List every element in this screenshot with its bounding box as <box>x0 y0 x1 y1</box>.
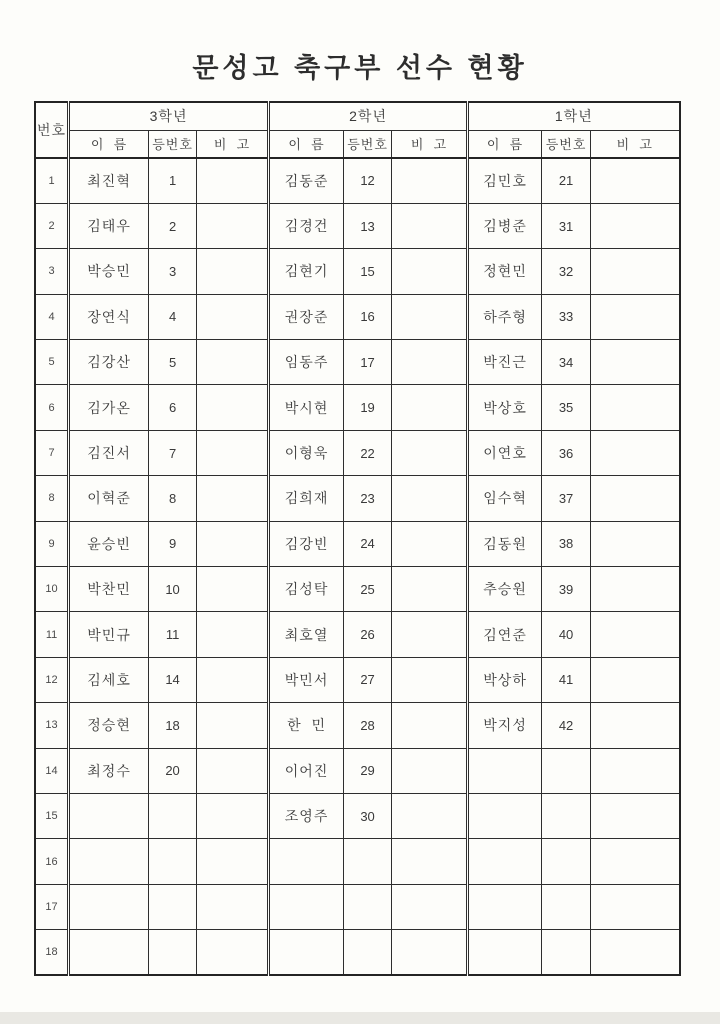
table-row <box>35 385 680 430</box>
grade3-note-cell <box>197 884 269 929</box>
roster-table <box>34 101 681 976</box>
grade2-number-cell: 16 <box>344 294 392 339</box>
grade3-note-cell <box>197 612 269 657</box>
grade3-number-cell <box>149 884 197 929</box>
grade2-note-cell <box>392 158 468 203</box>
grade3-name-cell <box>69 930 149 975</box>
grade3-name-cell: 박승민 <box>69 249 149 294</box>
grade3-number-cell: 3 <box>149 249 197 294</box>
col-header-row-number: 번호 <box>35 102 69 158</box>
col-header-grade2-note: 비 고 <box>392 130 468 158</box>
row-number-cell: 16 <box>35 839 69 884</box>
grade3-number-cell: 6 <box>149 385 197 430</box>
grade3-note-cell <box>197 839 269 884</box>
grade2-note-cell <box>392 748 468 793</box>
grade1-number-cell <box>542 748 591 793</box>
grade1-number-cell: 36 <box>542 430 591 475</box>
grade1-name-cell: 추승원 <box>468 567 542 612</box>
grade1-note-cell <box>591 385 680 430</box>
grade3-note-cell <box>197 385 269 430</box>
grade1-number-cell: 31 <box>542 203 591 248</box>
grade1-name-cell <box>468 930 542 975</box>
grade3-number-cell: 14 <box>149 657 197 702</box>
grade1-number-cell: 39 <box>542 567 591 612</box>
grade2-note-cell <box>392 385 468 430</box>
grade2-number-cell: 28 <box>344 703 392 748</box>
row-number-cell: 1 <box>35 158 69 203</box>
table-row <box>35 203 680 248</box>
grade2-name-cell <box>269 839 344 884</box>
grade1-note-cell <box>591 703 680 748</box>
grade1-name-cell: 박진근 <box>468 340 542 385</box>
table-row <box>35 249 680 294</box>
row-number-cell: 5 <box>35 340 69 385</box>
row-number-cell: 12 <box>35 657 69 702</box>
grade2-note-cell <box>392 657 468 702</box>
grade1-note-cell <box>591 203 680 248</box>
grade3-note-cell <box>197 567 269 612</box>
grade3-number-cell: 7 <box>149 430 197 475</box>
row-number-cell: 9 <box>35 521 69 566</box>
row-number-cell: 18 <box>35 930 69 975</box>
grade3-note-cell <box>197 657 269 702</box>
grade3-note-cell <box>197 703 269 748</box>
sub-header-row <box>35 130 680 158</box>
table-row <box>35 158 680 203</box>
table-body <box>35 158 680 975</box>
grade1-number-cell <box>542 839 591 884</box>
row-number-cell: 14 <box>35 748 69 793</box>
grade3-name-cell: 박찬민 <box>69 567 149 612</box>
grade3-note-cell <box>197 930 269 975</box>
grade1-note-cell <box>591 567 680 612</box>
table-row <box>35 930 680 975</box>
table-row <box>35 657 680 702</box>
col-header-grade3-note: 비 고 <box>197 130 269 158</box>
grade1-number-cell: 42 <box>542 703 591 748</box>
grade1-note-cell <box>591 839 680 884</box>
table-row <box>35 294 680 339</box>
row-number-cell: 13 <box>35 703 69 748</box>
grade3-number-cell <box>149 793 197 838</box>
grade2-note-cell <box>392 793 468 838</box>
grade1-number-cell: 34 <box>542 340 591 385</box>
grade1-name-cell: 김민호 <box>468 158 542 203</box>
grade2-number-cell: 24 <box>344 521 392 566</box>
grade2-note-cell <box>392 203 468 248</box>
grade1-note-cell <box>591 657 680 702</box>
grade1-name-cell <box>468 884 542 929</box>
grade3-note-cell <box>197 294 269 339</box>
grade1-number-cell: 41 <box>542 657 591 702</box>
grade3-note-cell <box>197 158 269 203</box>
col-header-grade3-name: 이 름 <box>69 130 149 158</box>
grade2-number-cell: 30 <box>344 793 392 838</box>
grade2-name-cell: 김강빈 <box>269 521 344 566</box>
grade2-note-cell <box>392 294 468 339</box>
grade1-name-cell: 김병준 <box>468 203 542 248</box>
grade2-name-cell: 이형욱 <box>269 430 344 475</box>
grade3-name-cell: 김가온 <box>69 385 149 430</box>
grade1-note-cell <box>591 930 680 975</box>
table-row <box>35 748 680 793</box>
grade2-name-cell: 한 민 <box>269 703 344 748</box>
grade1-note-cell <box>591 748 680 793</box>
grade2-name-cell: 임동주 <box>269 340 344 385</box>
grade3-name-cell: 박민규 <box>69 612 149 657</box>
grade1-name-cell <box>468 839 542 884</box>
grade3-number-cell: 9 <box>149 521 197 566</box>
grade1-note-cell <box>591 340 680 385</box>
grade2-name-cell: 이어진 <box>269 748 344 793</box>
grade2-name-cell <box>269 884 344 929</box>
grade3-number-cell: 10 <box>149 567 197 612</box>
grade1-name-cell <box>468 748 542 793</box>
grade1-number-cell <box>542 930 591 975</box>
table-row <box>35 430 680 475</box>
grade1-name-cell: 하주형 <box>468 294 542 339</box>
grade1-name-cell <box>468 793 542 838</box>
table-row <box>35 476 680 521</box>
grade2-name-cell: 조영주 <box>269 793 344 838</box>
grade1-name-cell: 박상하 <box>468 657 542 702</box>
grade3-number-cell <box>149 930 197 975</box>
row-number-cell: 17 <box>35 884 69 929</box>
grade2-name-cell <box>269 930 344 975</box>
grade2-number-cell: 25 <box>344 567 392 612</box>
table-row <box>35 340 680 385</box>
grade1-note-cell <box>591 793 680 838</box>
grade2-name-cell: 김현기 <box>269 249 344 294</box>
table-row <box>35 793 680 838</box>
table-row <box>35 521 680 566</box>
grade3-name-cell: 김세호 <box>69 657 149 702</box>
row-number-cell: 2 <box>35 203 69 248</box>
grade2-number-cell <box>344 839 392 884</box>
row-number-cell: 6 <box>35 385 69 430</box>
row-number-cell: 10 <box>35 567 69 612</box>
grade2-number-cell: 17 <box>344 340 392 385</box>
grade1-note-cell <box>591 612 680 657</box>
group-header-grade3: 3학년 <box>69 102 269 130</box>
grade2-note-cell <box>392 839 468 884</box>
grade3-number-cell <box>149 839 197 884</box>
grade2-number-cell: 29 <box>344 748 392 793</box>
grade2-note-cell <box>392 430 468 475</box>
grade3-number-cell: 8 <box>149 476 197 521</box>
grade3-name-cell: 정승현 <box>69 703 149 748</box>
grade2-note-cell <box>392 703 468 748</box>
grade1-name-cell: 이연호 <box>468 430 542 475</box>
col-header-grade1-name: 이 름 <box>468 130 542 158</box>
table-header <box>35 102 680 158</box>
grade3-note-cell <box>197 793 269 838</box>
col-header-grade2-name: 이 름 <box>269 130 344 158</box>
grade3-note-cell <box>197 430 269 475</box>
grade1-note-cell <box>591 249 680 294</box>
grade3-name-cell: 이혁준 <box>69 476 149 521</box>
grade1-note-cell <box>591 158 680 203</box>
col-header-grade1-number: 등번호 <box>542 130 591 158</box>
grade3-name-cell: 최정수 <box>69 748 149 793</box>
grade3-number-cell: 18 <box>149 703 197 748</box>
grade1-number-cell: 33 <box>542 294 591 339</box>
grade2-note-cell <box>392 249 468 294</box>
grade2-name-cell: 권장준 <box>269 294 344 339</box>
grade1-note-cell <box>591 521 680 566</box>
grade2-number-cell: 12 <box>344 158 392 203</box>
grade3-note-cell <box>197 521 269 566</box>
grade3-number-cell: 4 <box>149 294 197 339</box>
row-number-cell: 4 <box>35 294 69 339</box>
grade1-name-cell: 박지성 <box>468 703 542 748</box>
table-row <box>35 839 680 884</box>
grade2-note-cell <box>392 476 468 521</box>
grade1-number-cell <box>542 884 591 929</box>
grade3-name-cell: 김태우 <box>69 203 149 248</box>
grade3-name-cell <box>69 793 149 838</box>
grade3-name-cell <box>69 839 149 884</box>
grade1-name-cell: 임수혁 <box>468 476 542 521</box>
col-header-grade3-number: 등번호 <box>149 130 197 158</box>
grade1-name-cell: 김동원 <box>468 521 542 566</box>
grade2-note-cell <box>392 930 468 975</box>
grade1-number-cell: 32 <box>542 249 591 294</box>
grade3-number-cell: 5 <box>149 340 197 385</box>
grade2-name-cell: 김성탁 <box>269 567 344 612</box>
group-header-grade2: 2학년 <box>269 102 468 130</box>
table-row <box>35 703 680 748</box>
grade1-number-cell: 40 <box>542 612 591 657</box>
grade2-name-cell: 박시현 <box>269 385 344 430</box>
grade1-number-cell: 38 <box>542 521 591 566</box>
grade3-note-cell <box>197 340 269 385</box>
grade2-number-cell: 26 <box>344 612 392 657</box>
grade1-number-cell: 21 <box>542 158 591 203</box>
grade1-name-cell: 정현민 <box>468 249 542 294</box>
col-header-grade1-note: 비 고 <box>591 130 680 158</box>
table-row <box>35 884 680 929</box>
grade1-number-cell <box>542 793 591 838</box>
grade3-name-cell: 김진서 <box>69 430 149 475</box>
grade2-number-cell: 19 <box>344 385 392 430</box>
col-header-grade2-number: 등번호 <box>344 130 392 158</box>
group-header-row <box>35 102 680 130</box>
row-number-cell: 8 <box>35 476 69 521</box>
grade1-name-cell: 박상호 <box>468 385 542 430</box>
grade2-number-cell: 13 <box>344 203 392 248</box>
grade3-name-cell: 윤승빈 <box>69 521 149 566</box>
grade3-name-cell: 최진혁 <box>69 158 149 203</box>
grade3-note-cell <box>197 203 269 248</box>
grade3-note-cell <box>197 748 269 793</box>
grade2-note-cell <box>392 612 468 657</box>
grade1-name-cell: 김연준 <box>468 612 542 657</box>
grade2-name-cell: 박민서 <box>269 657 344 702</box>
grade2-number-cell <box>344 884 392 929</box>
grade2-name-cell: 김경건 <box>269 203 344 248</box>
grade2-number-cell: 23 <box>344 476 392 521</box>
table-row <box>35 567 680 612</box>
grade2-note-cell <box>392 521 468 566</box>
grade1-number-cell: 37 <box>542 476 591 521</box>
grade3-name-cell: 장연식 <box>69 294 149 339</box>
grade2-name-cell: 김희재 <box>269 476 344 521</box>
grade2-number-cell: 27 <box>344 657 392 702</box>
grade1-note-cell <box>591 476 680 521</box>
row-number-cell: 11 <box>35 612 69 657</box>
grade2-number-cell: 15 <box>344 249 392 294</box>
row-number-cell: 7 <box>35 430 69 475</box>
grade3-number-cell: 11 <box>149 612 197 657</box>
grade3-number-cell: 20 <box>149 748 197 793</box>
grade2-note-cell <box>392 884 468 929</box>
grade3-number-cell: 1 <box>149 158 197 203</box>
grade1-note-cell <box>591 430 680 475</box>
grade2-number-cell <box>344 930 392 975</box>
grade2-name-cell: 김동준 <box>269 158 344 203</box>
group-header-grade1: 1학년 <box>468 102 680 130</box>
grade1-note-cell <box>591 884 680 929</box>
grade3-note-cell <box>197 476 269 521</box>
grade3-name-cell <box>69 884 149 929</box>
grade2-note-cell <box>392 567 468 612</box>
grade3-number-cell: 2 <box>149 203 197 248</box>
grade1-note-cell <box>591 294 680 339</box>
grade1-number-cell: 35 <box>542 385 591 430</box>
grade2-name-cell: 최호열 <box>269 612 344 657</box>
grade2-number-cell: 22 <box>344 430 392 475</box>
page-title: 문성고 축구부 선수 현황 <box>192 53 528 83</box>
table-row <box>35 612 680 657</box>
page-bottom-edge <box>0 1012 720 1024</box>
row-number-cell: 15 <box>35 793 69 838</box>
grade3-name-cell: 김강산 <box>69 340 149 385</box>
row-number-cell: 3 <box>35 249 69 294</box>
grade2-note-cell <box>392 340 468 385</box>
grade3-note-cell <box>197 249 269 294</box>
